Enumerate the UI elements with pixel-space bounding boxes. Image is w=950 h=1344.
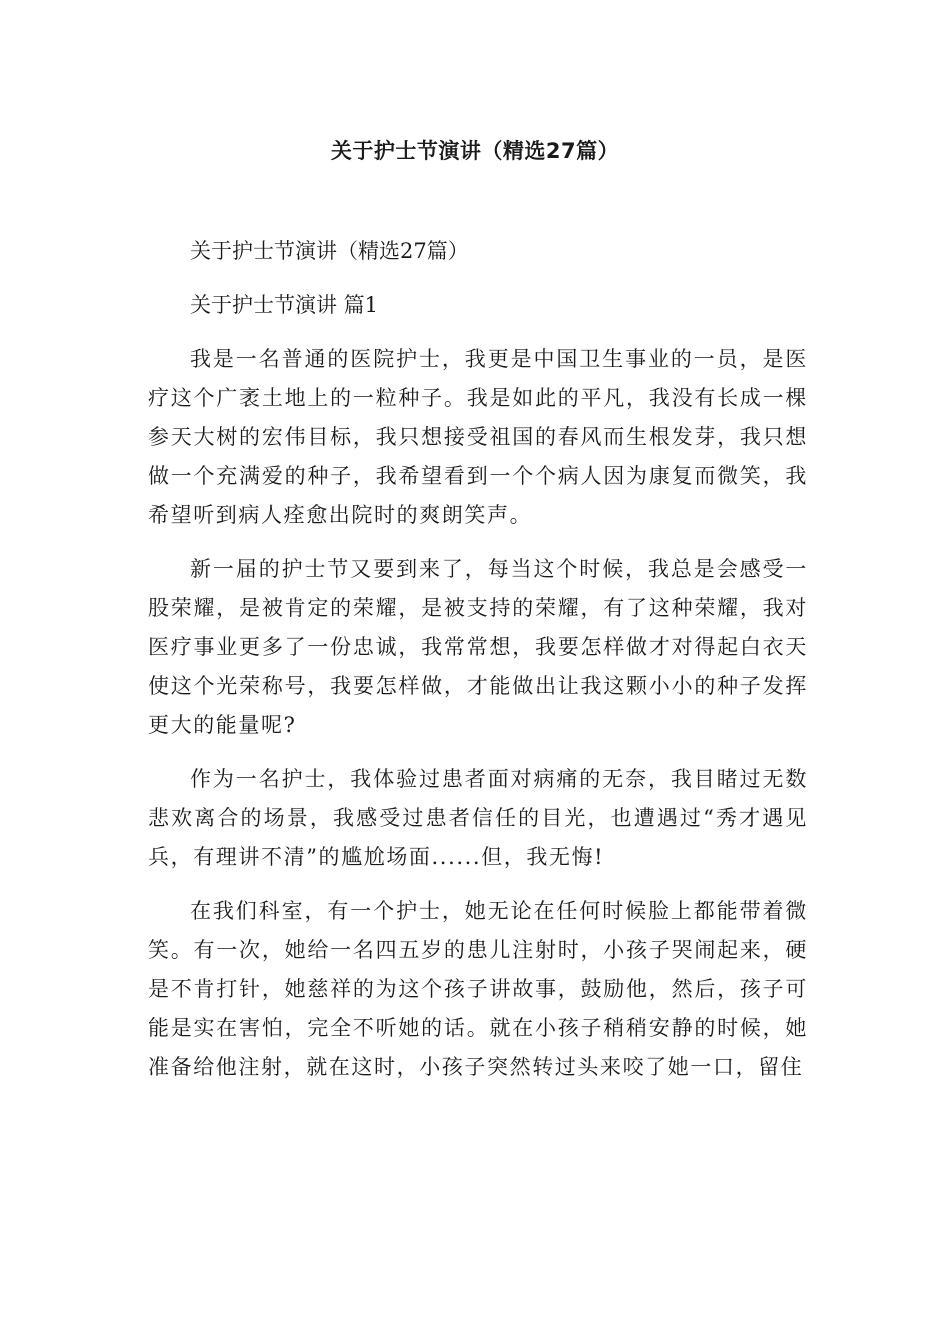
document-subtitle: 关于护士节演讲（精选27篇） xyxy=(190,239,469,263)
document-title: 关于护士节演讲（精选27篇） xyxy=(330,139,620,163)
paragraph: 新一届的护士节又要到来了，每当这个时候，我总是会感受一股荣耀，是被肯定的荣耀，是被支持的荣耀，有了这种荣耀，我对医疗事业更多了一份忠诚，我常常想，我要怎样做才对得起白衣天使这个光荣称号，我要怎样做，才能做出让我这颗小小的种子发挥更大的能量呢? xyxy=(148,557,808,737)
paragraph: 我是一名普通的医院护士，我更是中国卫生事业的一员，是医疗这个广袤土地上的一粒种子。我是如此的平凡，我没有长成一棵参天大树的宏伟目标，我只想接受祖国的春风而生根发芽，我只想做一个充满爱的种子，我希望看到一个个病人因为康复而微笑，我希望听到病人痊愈出院时的爽朗笑声。 xyxy=(148,347,808,527)
paragraph: 作为一名护士，我体验过患者面对病痛的无奈，我目睹过无数悲欢离合的场景，我感受过患者信任的目光，也遭遇过“秀才遇见兵，有理讲不清”的尴尬场面......但，我无悔! xyxy=(148,767,808,869)
section-heading: 关于护士节演讲 篇1 xyxy=(190,293,379,317)
paragraph: 在我们科室，有一个护士，她无论在任何时候脸上都能带着微笑。有一次，她给一名四五岁的患儿注射时，小孩子哭闹起来，硬是不肯打针，她慈祥的为这个孩子讲故事，鼓励他，然后，孩子可能是实在害怕，完全不听她的话。就在小孩子稍稍安静的时候，她准备给他注射，就在这时，小孩子突然转过头来咬了她一口，留住 xyxy=(148,899,808,1079)
document-body xyxy=(148,232,808,1102)
